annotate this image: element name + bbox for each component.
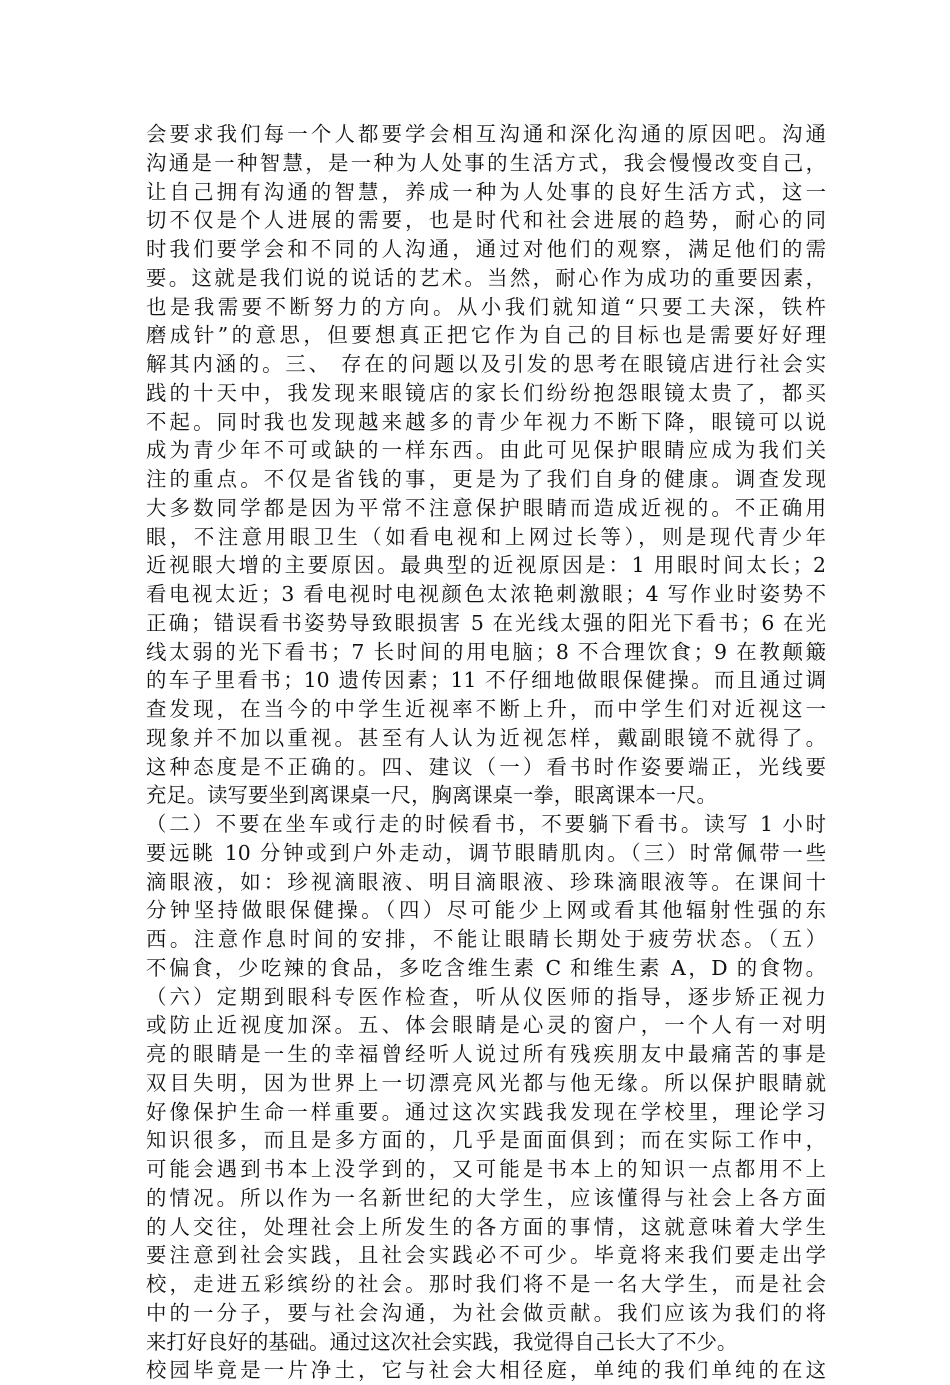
text-line: 中的一分子，要与社会沟通，为社会做贡献。我们应该为我们的将 [146, 1300, 826, 1325]
text-line: 查发现，在当今的中学生近视率不断上升，而中学生们对近视这一 [146, 697, 826, 721]
text-line: （六）定期到眼科专医作检查，听从仪医师的指导，逐步矫正视力 [146, 984, 826, 1009]
text-line: 切不仅是个人进展的需要，也是时代和社会进展的趋势，耐心的同 [146, 208, 826, 233]
text-line: 现象并不加以重视。甚至有人认为近视怎样，戴副眼镜不就得了。 [146, 725, 826, 750]
text-line: 会要求我们每一个人都要学会相互沟通和深化沟通的原因吧。沟通 [146, 122, 826, 146]
text-line: 正确；错误看书姿势导致眼损害 5 在光线太强的阳光下看书；6 在光 [146, 610, 826, 635]
text-line: 的车子里看书；10 遗传因素；11 不仔细地做眼保健操。而且通过调 [146, 668, 826, 693]
text-line: 大多数同学都是因为平常不注意保护眼睛而造成近视的。不正确用 [146, 495, 826, 520]
text-line: 让自己拥有沟通的智慧，养成一种为人处事的良好生活方式，这一 [146, 179, 826, 204]
text-line: （二）不要在坐车或行走的时候看书，不要躺下看书。读写 1 小时 [146, 812, 826, 836]
text-line: 践的十天中，我发现来眼镜店的家长们纷纷抱怨眼镜太贵了，都买 [146, 380, 826, 405]
text-line: 注的重点。不仅是省钱的事，更是为了我们自身的健康。调查发现 [146, 467, 826, 491]
text-line: 磨成针”的意思，但要想真正把它作为自己的目标也是需要好好理 [146, 323, 826, 348]
text-line: 亮的眼睛是一生的幸福曾经听人说过所有残疾朋友中最痛苦的事是 [146, 1042, 826, 1066]
text-line: 不偏食，少吃辣的食品，多吃含维生素 C 和维生素 A，D 的食物。 [146, 955, 826, 980]
text-line: 或防止近视度加深。五、体会眼睛是心灵的窗户，一个人有一对明 [146, 1013, 826, 1038]
text-line: 线太弱的光下看书；7 长时间的用电脑；8 不合理饮食；9 在教颠簸 [146, 639, 826, 664]
text-line: 不起。同时我也发现越来越多的青少年视力不断下降，眼镜可以说 [146, 409, 826, 434]
text-line: 分钟坚持做眼保健操。（四）尽可能少上网或看其他辐射性强的东 [146, 898, 826, 923]
text-line: 沟通是一种智慧，是一种为人处事的生活方式，我会慢慢改变自己， [146, 150, 826, 175]
text-line: 这种态度是不正确的。四、建议（一）看书时作姿要端正，光线要 [146, 754, 826, 779]
text-line: 知识很多，而且是多方面的，几乎是面面俱到；而在实际工作中， [146, 1128, 826, 1153]
text-line: 也是我需要不断努力的方向。从小我们就知道“只要工夫深，铁杵 [146, 294, 826, 319]
text-line: 校园毕竟是一片净土，它与社会大相径庭，单纯的我们单纯的在这 [146, 1358, 826, 1383]
text-line: 校，走进五彩缤纷的社会。那时我们将不是一名大学生，而是社会 [146, 1272, 826, 1296]
text-line: 西。注意作息时间的安排，不能让眼睛长期处于疲劳状态。（五） [146, 927, 826, 951]
text-line: 看电视太近；3 看电视时电视颜色太浓艳刺激眼；4 写作业时姿势不 [146, 582, 826, 606]
text-line: 要注意到社会实践，且社会实践必不可少。毕竟将来我们要走出学 [146, 1243, 826, 1268]
text-line: 的人交往，处理社会上所发生的各方面的事情，这就意味着大学生 [146, 1214, 826, 1239]
text-line: 的情况。所以作为一名新世纪的大学生，应该懂得与社会上各方面 [146, 1185, 826, 1210]
text-line: 来打好良好的基础。通过这次社会实践，我觉得自己长大了不少。 [146, 1329, 738, 1354]
text-line: 成为青少年不可或缺的一样东西。由此可见保护眼睛应成为我们关 [146, 438, 826, 463]
text-line: 双目失明，因为世界上一切漂亮风光都与他无缘。所以保护眼睛就 [146, 1070, 826, 1095]
text-line: 近视眼大增的主要原因。最典型的近视原因是：1 用眼时间太长；2 [146, 553, 826, 578]
text-line: 解其内涵的。三、 存在的问题以及引发的思考在眼镜店进行社会实 [146, 352, 826, 376]
text-line: 滴眼液，如：珍视滴眼液、明目滴眼液、珍珠滴眼液等。在课间十 [146, 869, 826, 894]
text-line: 要。这就是我们说的说话的艺术。当然，耐心作为成功的重要因素， [146, 265, 826, 290]
body-text [146, 120, 826, 1385]
text-line: 时我们要学会和不同的人沟通，通过对他们的观察，满足他们的需 [146, 237, 826, 261]
text-line: 眼，不注意用眼卫生（如看电视和上网过长等），则是现代青少年 [146, 524, 826, 549]
text-line: 可能会遇到书本上没学到的，又可能是书本上的知识一点都用不上 [146, 1157, 826, 1181]
text-line: 充足。读写要坐到离课桌一尺，胸离课桌一拳，眼离课本一尺。 [146, 783, 717, 808]
text-line: 要远眺 10 分钟或到户外走动，调节眼睛肌肉。（三）时常佩带一些 [146, 840, 826, 865]
text-line: 好像保护生命一样重要。通过这次实践我发现在学校里，理论学习 [146, 1099, 826, 1124]
